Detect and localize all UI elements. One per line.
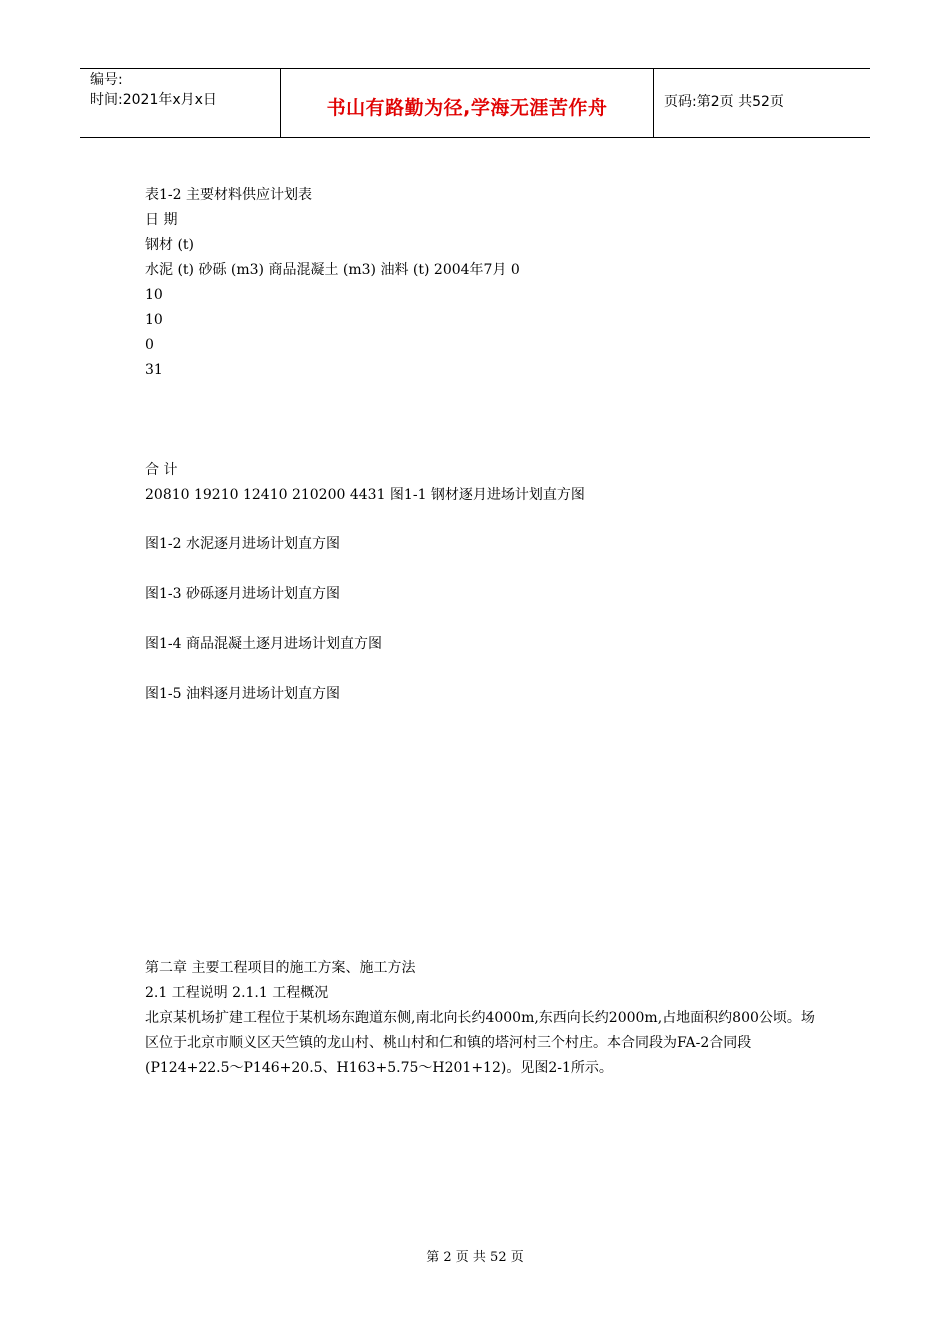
header-motto-cell bbox=[281, 69, 654, 137]
total-label: 合 计 bbox=[145, 462, 178, 478]
header-meta-cell bbox=[80, 69, 281, 137]
table-value: 10 bbox=[145, 287, 163, 303]
header-page-info: 页码:第2页 共52页 bbox=[664, 94, 784, 110]
project-overview-paragraph: 北京某机场扩建工程位于某机场东跑道东侧,南北向长约4000m,东西向长约2000m,占地面积约800公顷。场区位于北京市顺义区天竺镇的龙山村、桃山村和仁和镇的塔河村三个村庄。本合同段为FA-2合同段(P124+22.5～P146+20.5、H163+5.75～H201+12)。见图2-1所示。 bbox=[145, 1010, 815, 1076]
page-footer: 第 2 页 共 52 页 bbox=[426, 1250, 524, 1265]
table-row-materials: 水泥 (t) 砂砾 (m3) 商品混凝土 (m3) 油料 (t) 2004年7月 0 bbox=[145, 262, 520, 278]
figure-caption-gravel: 图1-3 砂砾逐月进场计划直方图 bbox=[145, 586, 340, 602]
document-number-label: 编号: bbox=[90, 72, 123, 88]
header-motto: 书山有路勤为径,学海无涯苦作舟 bbox=[326, 97, 608, 119]
section-title: 2.1 工程说明 2.1.1 工程概况 bbox=[145, 985, 329, 1001]
table-row-steel: 钢材 (t) bbox=[145, 237, 194, 253]
table-value: 10 bbox=[145, 312, 163, 328]
figure-caption-cement: 图1-2 水泥逐月进场计划直方图 bbox=[145, 536, 340, 552]
table-row-date: 日 期 bbox=[145, 212, 178, 228]
header-page-cell bbox=[654, 69, 870, 137]
figure-caption-concrete: 图1-4 商品混凝土逐月进场计划直方图 bbox=[145, 636, 382, 652]
table-value: 0 bbox=[145, 337, 154, 353]
table-value: 31 bbox=[145, 362, 163, 378]
figure-caption-oil: 图1-5 油料逐月进场计划直方图 bbox=[145, 686, 340, 702]
total-values: 20810 19210 12410 210200 4431 图1-1 钢材逐月进场计划直方图 bbox=[145, 487, 585, 503]
chapter-title: 第二章 主要工程项目的施工方案、施工方法 bbox=[145, 960, 416, 976]
page-header bbox=[80, 68, 870, 138]
table-title: 表1-2 主要材料供应计划表 bbox=[145, 187, 312, 203]
document-time-label: 时间:2021年x月x日 bbox=[90, 92, 217, 108]
